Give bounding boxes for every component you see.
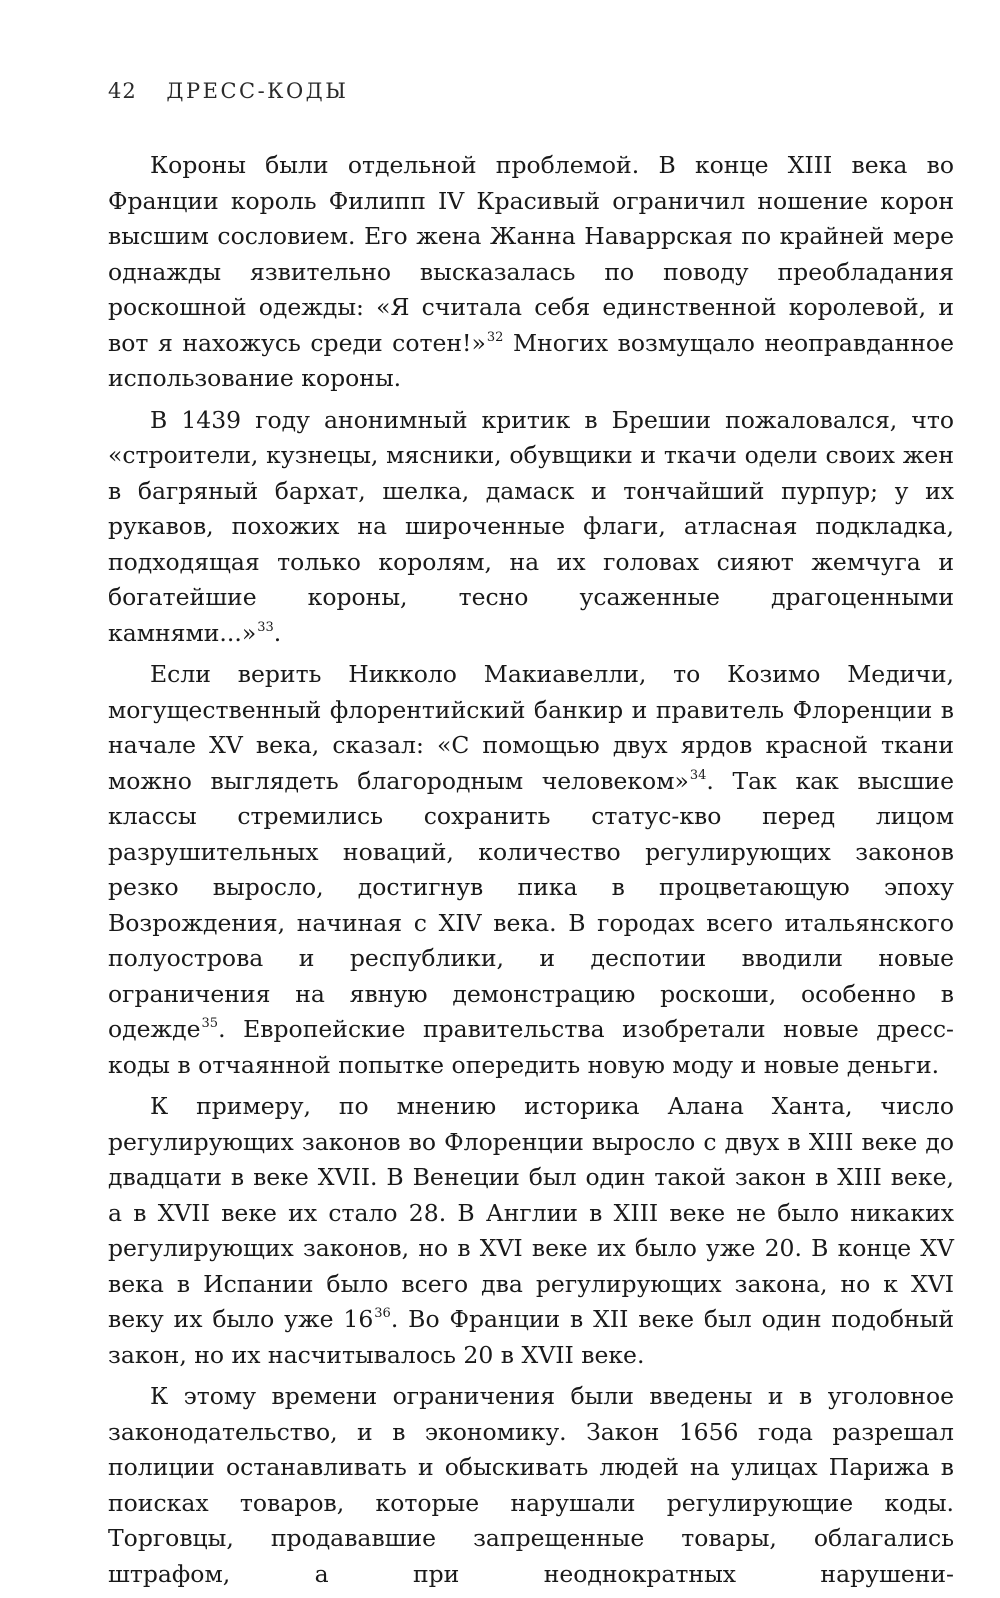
- footnote-ref[interactable]: 32: [486, 329, 504, 345]
- paragraph: [108, 657, 954, 1083]
- footnote-ref[interactable]: 33: [257, 619, 274, 635]
- paragraph-text: Короны были отдельной проблемой. В конце XIII века во Франции король Филипп IV Красивый ограничил ношение корон высшим сословием. Его жена Жанна Наваррская по крайней мере однажды язвительно высказалась по поводу преобладания роскошной одежды: «Я считала себя единственной королевой, и вот я нахожусь среди сотен!»: [108, 151, 954, 357]
- paragraph-text: Многих возмущало неоправданное использование короны.: [108, 328, 954, 392]
- paragraph-text: К примеру, по мнению историка Алана Ханта, число регулирующих законов во Флоренции выросло с двух в XIII веке до двадцати в веке XVII. В Венеции был один такой закон в XIII веке, а в XVII веке их стало 28. В Англии в XIII веке не было никаких регулирующих законов, но в XVI веке их было уже 20. В конце XV века в Испании было всего два регулирующих закона, но к XVI веку их было уже 16: [108, 1092, 954, 1333]
- paragraph-text: . Во Франции в XII веке был один подобный закон, но их насчитывалось 20 в XVII веке.: [108, 1305, 954, 1369]
- paragraph: [108, 148, 954, 397]
- paragraph-text: . Европейские правительства изобретали новые дресс-коды в отчаянной попытке опередить новую моду и новые деньги.: [108, 1015, 954, 1079]
- running-title: ДРЕСС-КОДЫ: [166, 79, 349, 103]
- paragraph-text: К этому времени ограничения были введены и в уголовное законодательство, и в экономику. Закон 1656 года разрешал полиции останавливать и обыскивать людей на улицах Парижа в поисках товаров, которые нарушали регулирующие коды. Торговцы, продававшие запрещенные товары, облагались штрафом, а при неоднократных нарушени-: [108, 1382, 954, 1588]
- paragraph-text: В 1439 году анонимный критик в Брешии пожаловался, что «строители, кузнецы, мясники, обувщики и ткачи одели своих жен в багряный бархат, шелка, дамаск и тончайший пурпур; у их рукавов, похожих на широченные флаги, атласная подкладка, подходящая только королям, на их головах сияют жемчуга и богатейшие короны, тесно усаженные драгоценными камнями...»: [108, 405, 954, 647]
- paragraph-text: .: [273, 618, 282, 647]
- body-text: [108, 148, 954, 1592]
- page-number: 42: [108, 79, 137, 103]
- paragraph: [108, 1089, 954, 1373]
- book-page: [108, 76, 954, 1598]
- paragraph: [108, 403, 954, 652]
- footnote-ref[interactable]: 35: [201, 1016, 219, 1031]
- footnote-ref[interactable]: 36: [374, 1306, 391, 1321]
- paragraph-text: . Так как высшие классы стремились сохранить статус-кво перед лицом разрушительных новаций, количество регулирующих законов резко выросло, достигнув пика в процветающую эпоху Возрождения, начиная с XIV века. В городах всего итальянского полуострова и республики, и деспотии вводили новые ограничения на явную демонстрацию роскоши, особенно в одежде: [108, 766, 954, 1043]
- paragraph-text: Если верить Никколо Макиавелли, то Козимо Медичи, могущественный флорентийский банкир и правитель Флоренции в начале XV века, сказал: «С помощью двух ярдов красной ткани можно выглядеть благородным человеком»: [108, 660, 954, 795]
- footnote-ref[interactable]: 34: [689, 767, 707, 783]
- running-head: [108, 76, 954, 106]
- paragraph: [108, 1379, 954, 1592]
